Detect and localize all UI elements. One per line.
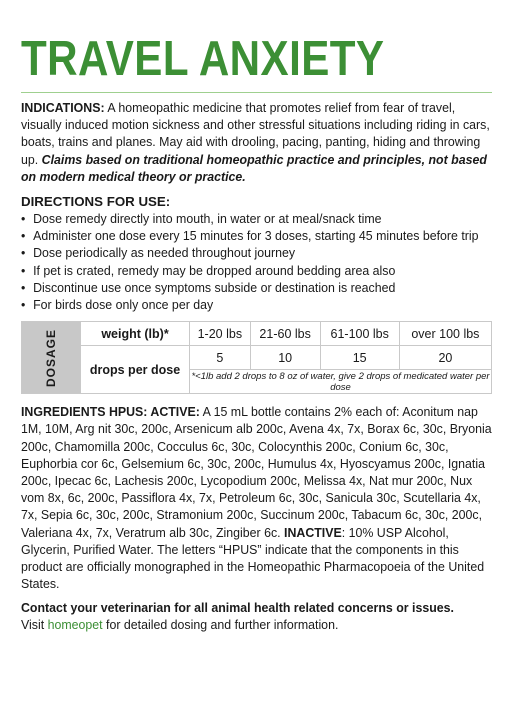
bullet-icon: • <box>21 245 26 261</box>
contact-notice: Contact your veterinarian for all animal health related concerns or issues. <box>21 600 454 616</box>
direction-text: Discontinue use once symptoms subside or destination is reached <box>33 279 396 295</box>
ingredients-paragraph <box>21 403 494 592</box>
ingredients-label: INGREDIENTS HPUS: ACTIVE: <box>21 404 200 420</box>
inactive-label: INACTIVE <box>284 524 342 540</box>
visit-line <box>21 616 494 633</box>
weight-row-label: weight (lb)* <box>81 322 190 346</box>
indications-text: A homeopathic medicine that promotes relief from fear of travel, visually induced motion sickness and other stressful situations including riding in cars, boats, trains and planes. May aid with drooling, pacing, panting, hiding and throwing up. <box>21 100 490 167</box>
directions-list <box>21 210 494 313</box>
direction-text: Dose remedy directly into mouth, in water or at meal/snack time <box>33 211 382 227</box>
bullet-icon: • <box>21 211 26 227</box>
drops-cell: 15 <box>320 346 399 370</box>
bullet-icon: • <box>21 262 26 278</box>
direction-text: Administer one dose every 15 minutes for 3 doses, starting 45 minutes before trip <box>33 228 479 244</box>
indications-claim: Claims based on traditional homeopathic practice and principles, not based on modern medical theory or practice. <box>21 151 487 184</box>
weight-cell: over 100 lbs <box>399 322 491 346</box>
table-row <box>22 346 492 370</box>
visit-prefix: Visit <box>21 617 48 633</box>
visit-suffix: for detailed dosing and further information. <box>102 617 339 633</box>
table-row <box>22 322 492 346</box>
drops-cell: 20 <box>399 346 491 370</box>
dosage-label-text: DOSAGE <box>44 328 59 387</box>
list-item <box>21 279 494 296</box>
direction-text: Dose periodically as needed throughout journey <box>33 245 296 261</box>
weight-cell: 21-60 lbs <box>250 322 320 346</box>
drops-cell: 5 <box>190 346 251 370</box>
ingredients-active-text: A 15 mL bottle contains 2% each of: Aconitum nap 1M, 10M, Arg nit 30c, 200c, Arsenicum alb 200c, Avena 4x, 7x, Borax 6c, 30c, Bryonia 200c, Chamomilla 200c, Cocculus 6c, 30c, Colocynthis 200c, Conium 6c, 30c, Euphorbia cor 6c, Gelsemium 6c, 30c, 200c, Humulus 4x, Hyoscyamus 200c, Ignatia 200c, Ipecac 6c, Lachesis 200c, Lycopodium 200c, Melissa 4x, Nat mur 200c, Nux vom 8x, 6c, 200c, Passiflora 4x, 7x, Petroleum 6c, 30c, Sanicula 30c, Scutellaria 4x, 7x, Sepia 6c, 30c, 200c, Stramonium 200c, Succinum 200c, Tabacum 6c, 30c, 200c, Valeriana 4x, 7x, Veratrum alb 30c, Zingiber 6c. <box>21 404 492 540</box>
dosage-footnote: *<1lb add 2 drops to 8 oz of water, give 2 drops of medicated water per dose <box>191 370 490 393</box>
dosage-side-label <box>22 322 81 394</box>
homeopet-link[interactable]: homeopet <box>47 617 103 633</box>
indications-label: INDICATIONS: <box>21 100 105 115</box>
direction-text: For birds dose only once per day <box>33 297 214 313</box>
page-title: TRAVEL ANXIETY <box>21 32 385 86</box>
direction-text: If pet is crated, remedy may be dropped around bedding area also <box>33 262 396 278</box>
inactive-text: : 10% USP Alcohol, Glycerin, Purified Water. The letters “HPUS” indicate that the components in this product are officially monographed in the Homeopathic Pharmacopoeia of the United States. <box>21 524 485 592</box>
list-item <box>21 210 494 227</box>
indications-paragraph <box>21 99 494 185</box>
title-divider <box>21 92 492 93</box>
dosage-table <box>21 321 492 394</box>
directions-heading: DIRECTIONS FOR USE: <box>21 194 171 210</box>
weight-cell: 61-100 lbs <box>320 322 399 346</box>
bullet-icon: • <box>21 228 26 244</box>
list-item <box>21 296 494 313</box>
list-item <box>21 227 494 244</box>
drops-row-label: drops per dose <box>81 346 190 394</box>
weight-cell: 1-20 lbs <box>190 322 251 346</box>
bullet-icon: • <box>21 279 26 295</box>
bullet-icon: • <box>21 297 26 313</box>
list-item <box>21 244 494 261</box>
drops-cell: 10 <box>250 346 320 370</box>
list-item <box>21 262 494 279</box>
